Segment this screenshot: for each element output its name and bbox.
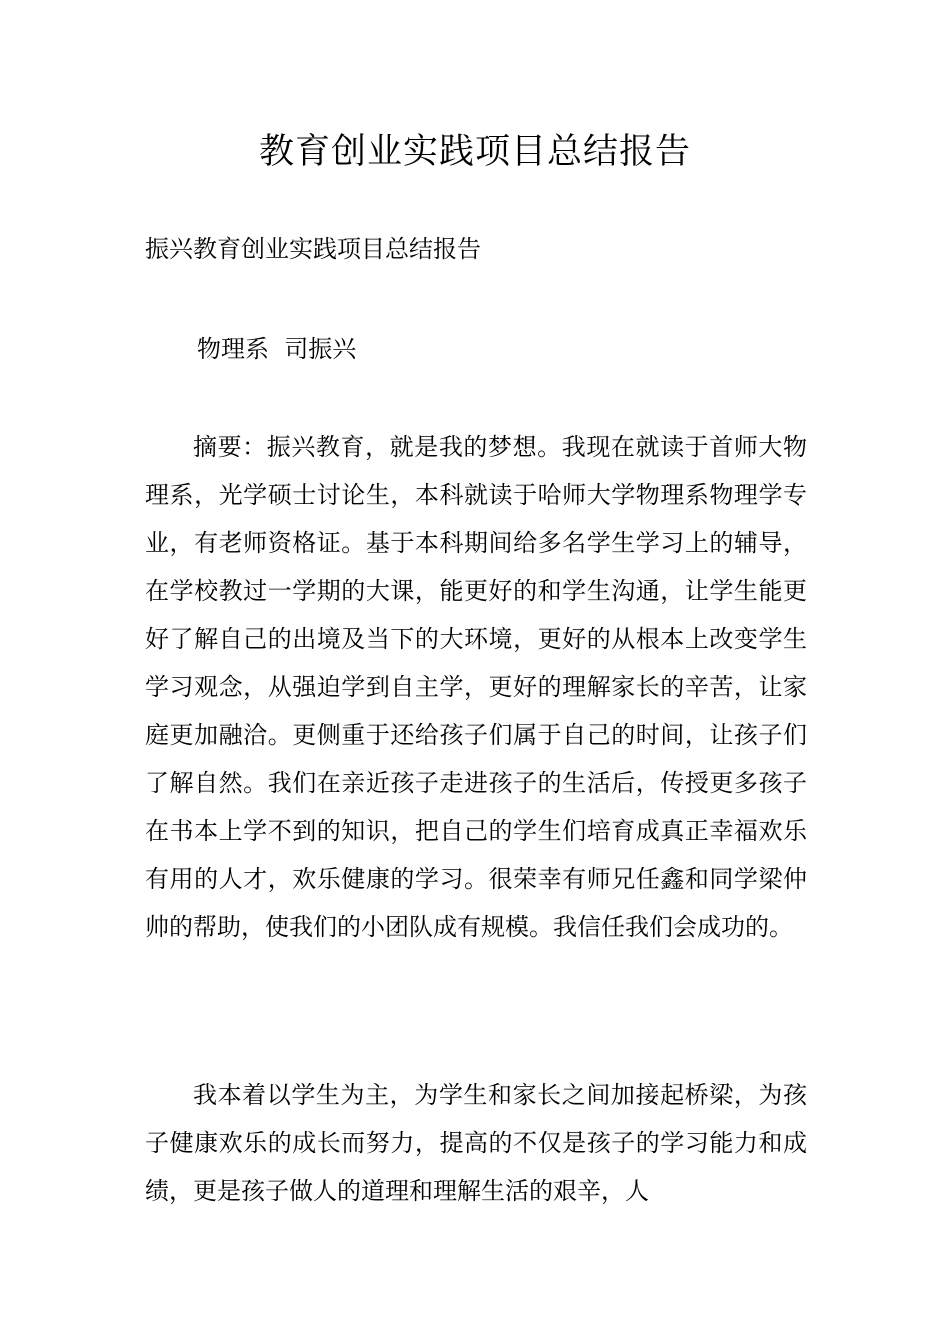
document-subtitle: 振兴教育创业实践项目总结报告 (145, 235, 481, 263)
body-paragraph: 我本着以学生为主，为学生和家长之间加接起桥梁，为孩子健康欢乐的成长而努力，提高的不仅是孩子的学习能力和成绩，更是孩子做人的道理和理解生活的艰辛，人 (145, 1081, 807, 1205)
author-line: 物理系 司振兴 (197, 335, 357, 363)
abstract-paragraph: 摘要：振兴教育，就是我的梦想。我现在就读于首师大物理系，光学硕士讨论生，本科就读于哈师大学物理系物理学专业，有老师资格证。基于本科期间给多名学生学习上的辅导，在学校教过一学期的大课，能更好的和学生沟通，让学生能更好了解自己的出境及当下的大环境，更好的从根本上改变学生学习观念，从强迫学到自主学，更好的理解家长的辛苦，让家庭更加融洽。更侧重于还给孩子们属于自己的时间，让孩子们了解自然。我们在亲近孩子走进孩子的生活后，传授更多孩子在书本上学不到的知识，把自己的学生们培育成真正幸福欢乐有用的人才，欢乐健康的学习。很荣幸有师兄任鑫和同学梁仲帅的帮助，使我们的小团队成有规模。我信任我们会成功的。 (145, 433, 807, 941)
document-title: 教育创业实践项目总结报告 (258, 132, 691, 172)
